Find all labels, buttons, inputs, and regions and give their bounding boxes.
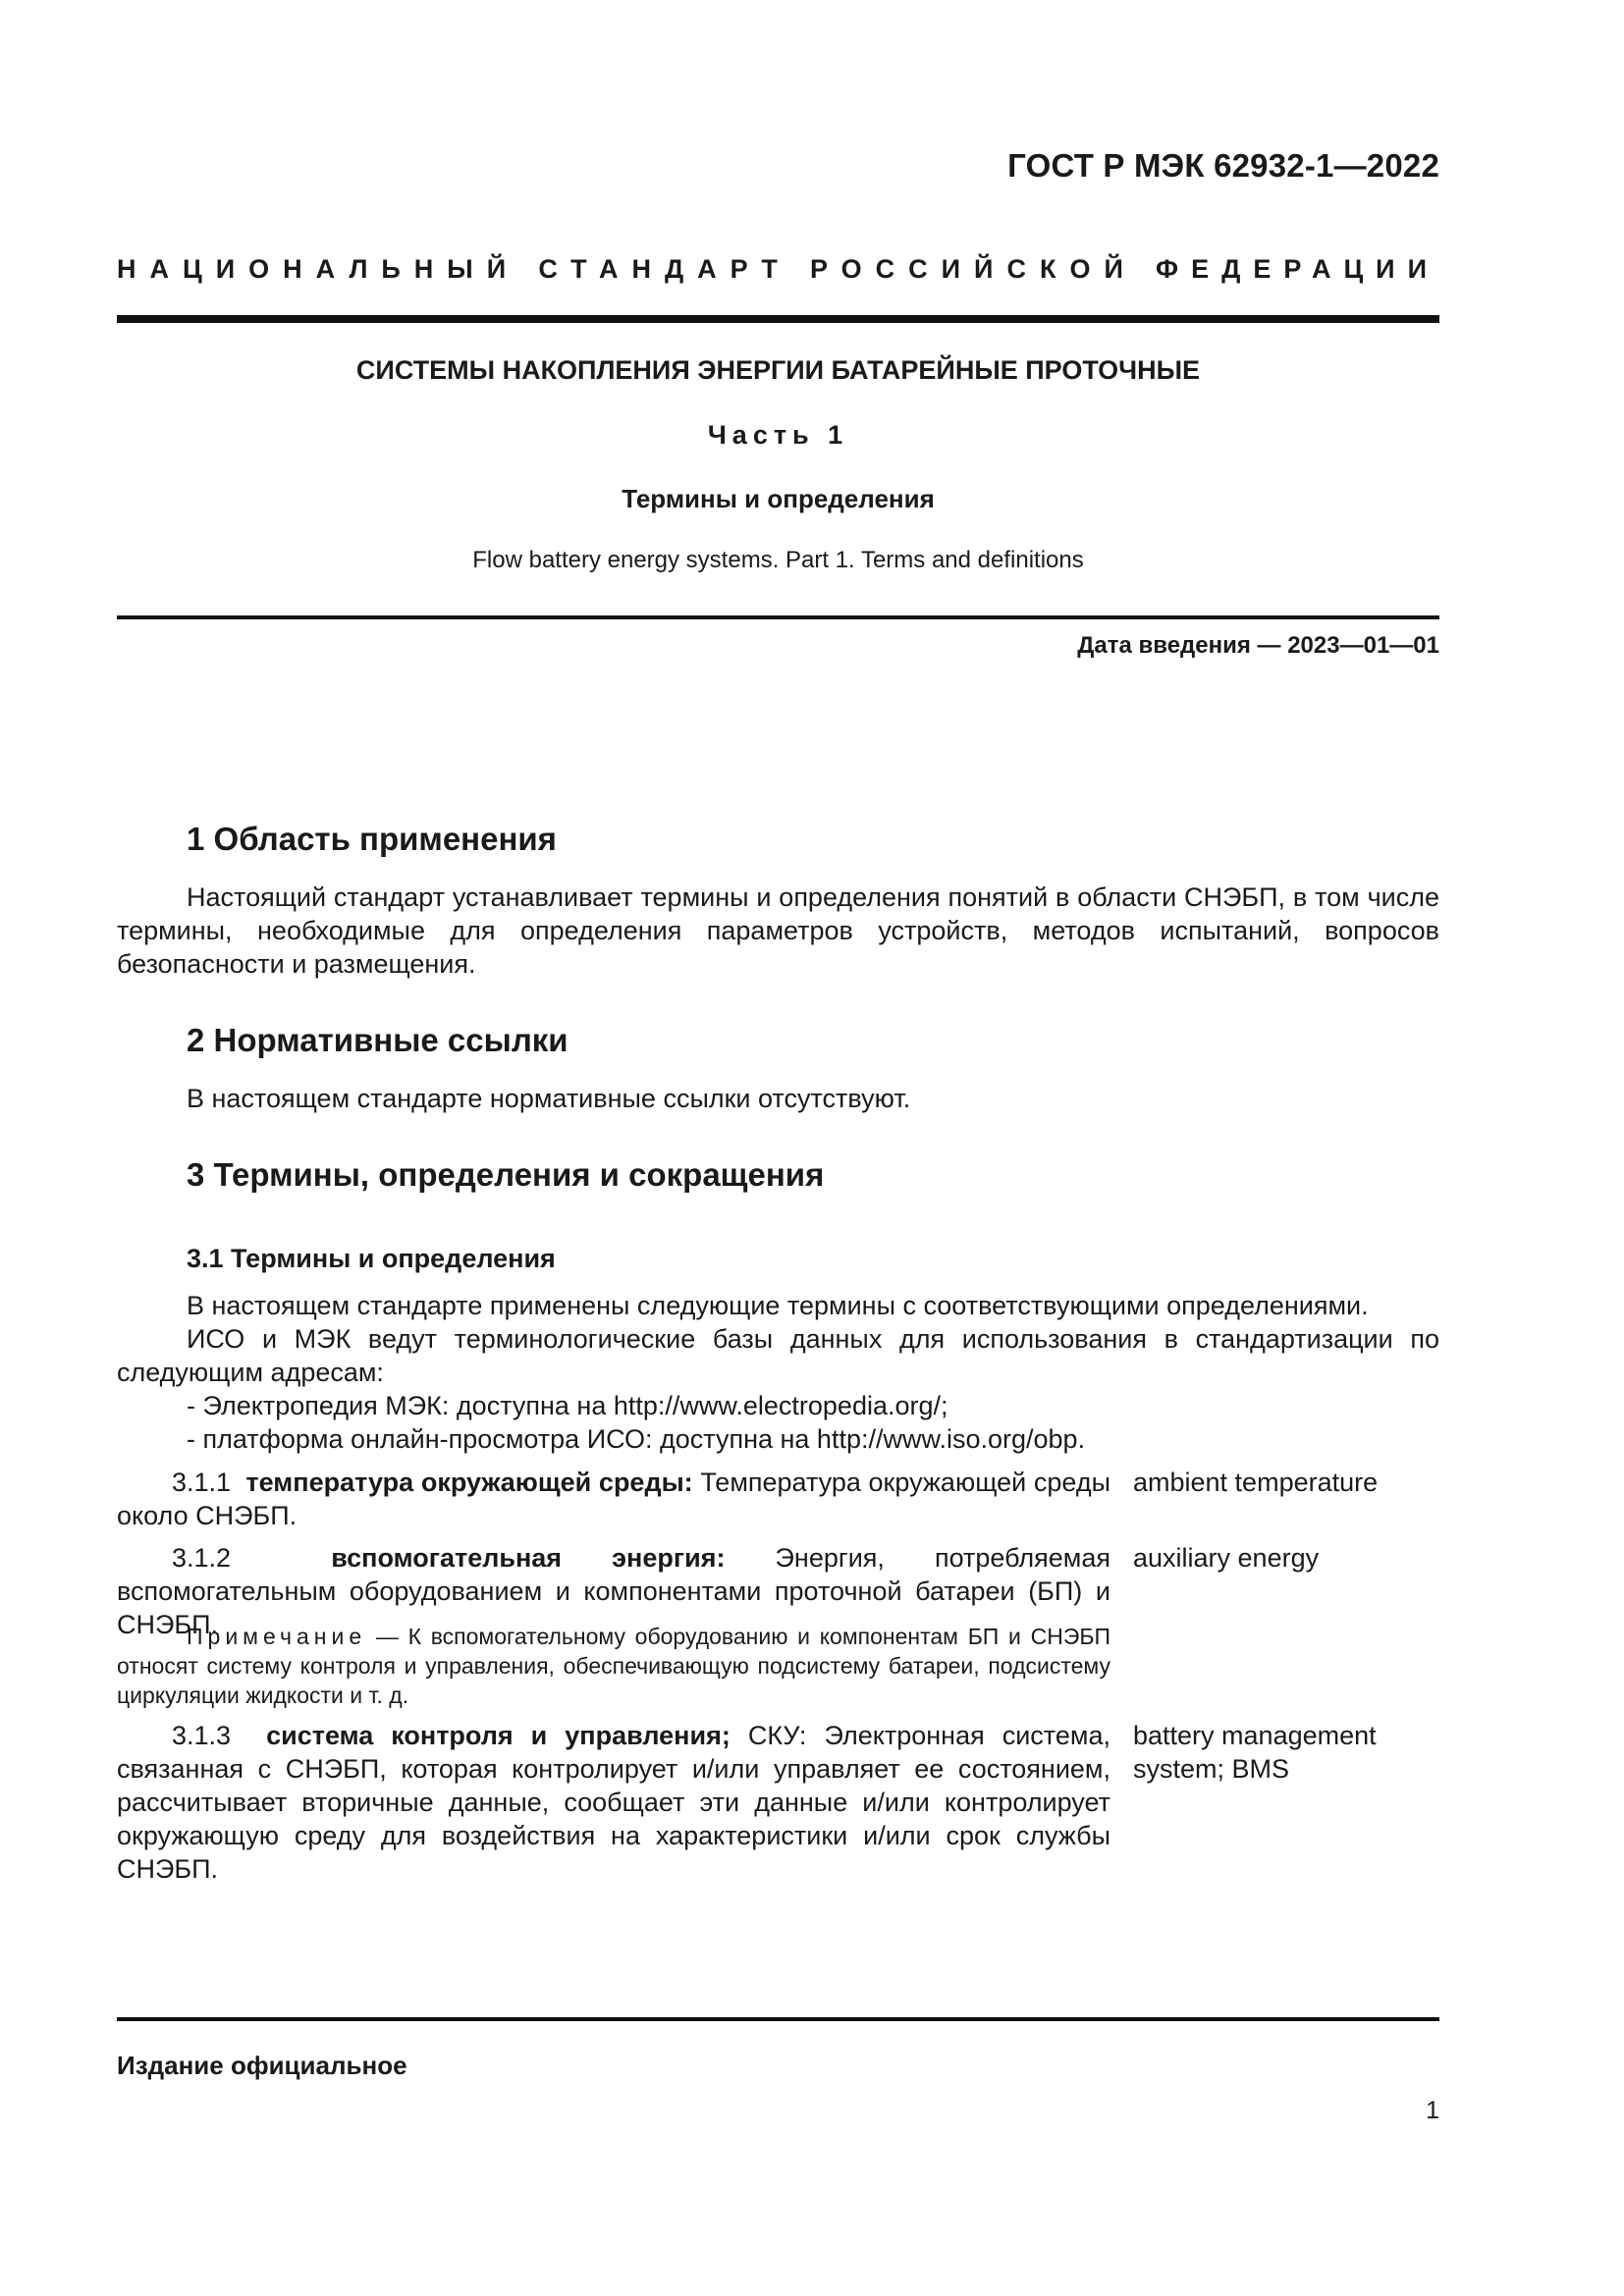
banner-word: ФЕДЕРАЦИИ xyxy=(1156,254,1439,284)
section-heading: 2 Нормативные ссылки xyxy=(187,1022,568,1058)
section-heading: 3 Термины, определения и сокращения xyxy=(187,1156,825,1193)
document-title: СИСТЕМЫ НАКОПЛЕНИЯ ЭНЕРГИИ БАТАРЕЙНЫЕ ПРОТОЧНЫЕ xyxy=(355,355,1201,385)
term-english: ambient temperature xyxy=(1133,1468,1379,1497)
title-divider xyxy=(117,615,1439,619)
subsection-heading: 3.1 Термины и определения xyxy=(187,1244,556,1273)
edition-label: Издание официальное xyxy=(117,2051,407,2080)
note-lead: Примечание xyxy=(187,1624,367,1649)
term-number: 3.1.1 xyxy=(172,1468,232,1497)
national-standard-banner xyxy=(117,254,1439,285)
introduction-date: Дата введения — 2023—01—01 xyxy=(1077,632,1439,659)
term-definition: СКУ: Электронная система, связанная с СНЭБП, которая контролирует и/или управляет ее состоянием, рассчитывает вторичные данные, сообщает эти данные и/или контролирует окружающую среду для воздействия на характеристики и/или срок службы СНЭБП. xyxy=(117,1721,1110,1884)
term-number: 3.1.2 xyxy=(172,1543,232,1573)
part-label: Часть 1 xyxy=(707,420,849,450)
banner-word: СТАНДАРТ xyxy=(538,254,791,284)
list-item: - платформа онлайн-просмотра ИСО: доступна на http://www.iso.org/obp. xyxy=(187,1424,1086,1454)
term-definition: Температура окружающей среды около СНЭБП. xyxy=(117,1468,1110,1530)
section-text-content: ИСО и МЭК ведут терминологические базы данных для использования в стандартизации по следующим адресам: xyxy=(117,1324,1439,1387)
section-text xyxy=(117,1289,1439,1322)
section-text-content: В настоящем стандарте нормативные ссылки отсутствуют. xyxy=(187,1084,911,1113)
term-definition: Энергия, потребляемая вспомогательным оборудованием и компонентами проточной батареи (БП) и СНЭБП. xyxy=(117,1543,1110,1639)
term-entry xyxy=(117,1719,1110,1886)
english-title: Flow battery energy systems. Part 1. Terms and definitions xyxy=(472,547,1084,573)
header-divider xyxy=(117,315,1439,323)
banner-word: РОССИЙСКОЙ xyxy=(810,254,1137,284)
section-heading: 1 Область применения xyxy=(187,821,557,857)
section-text-content: В настоящем стандарте применены следующие термины с соответствующими определениями. xyxy=(187,1291,1369,1320)
term-number: 3.1.3 xyxy=(172,1721,232,1750)
document-subtitle: Термины и определения xyxy=(622,484,935,513)
term-name: вспомогательная энергия: xyxy=(331,1543,726,1573)
section-text-content: Настоящий стандарт устанавливает термины и определения понятий в области СНЭБП, в том числе термины, необходимые для определения параметров устройств, методов испытаний, вопросов безопасности и размещения. xyxy=(117,882,1439,979)
term-entry xyxy=(117,1466,1110,1532)
term-english: auxiliary energy xyxy=(1133,1543,1320,1573)
term-name: система контроля и управления; xyxy=(266,1721,731,1750)
page-number: 1 xyxy=(1426,2097,1439,2124)
note-text: — К вспомогательному оборудованию и компонентам БП и СНЭБП относят систему контроля и управления, обеспечивающую подсистему батареи, подсистему циркуляции жидкости и т. д. xyxy=(117,1624,1110,1708)
footer-divider xyxy=(117,2017,1439,2021)
term-name: температура окружающей среды: xyxy=(245,1468,693,1497)
document-id: ГОСТ Р МЭК 62932-1—2022 xyxy=(1007,147,1439,184)
banner-word: НАЦИОНАЛЬНЫЙ xyxy=(117,254,520,284)
section-text xyxy=(117,1322,1439,1389)
list-item: - Электропедия МЭК: доступна на http://www.electropedia.org/; xyxy=(187,1391,948,1420)
note xyxy=(117,1622,1110,1710)
section-text xyxy=(117,1082,1439,1115)
term-english: battery management system; BMS xyxy=(1133,1721,1377,1784)
section-text xyxy=(117,881,1439,981)
